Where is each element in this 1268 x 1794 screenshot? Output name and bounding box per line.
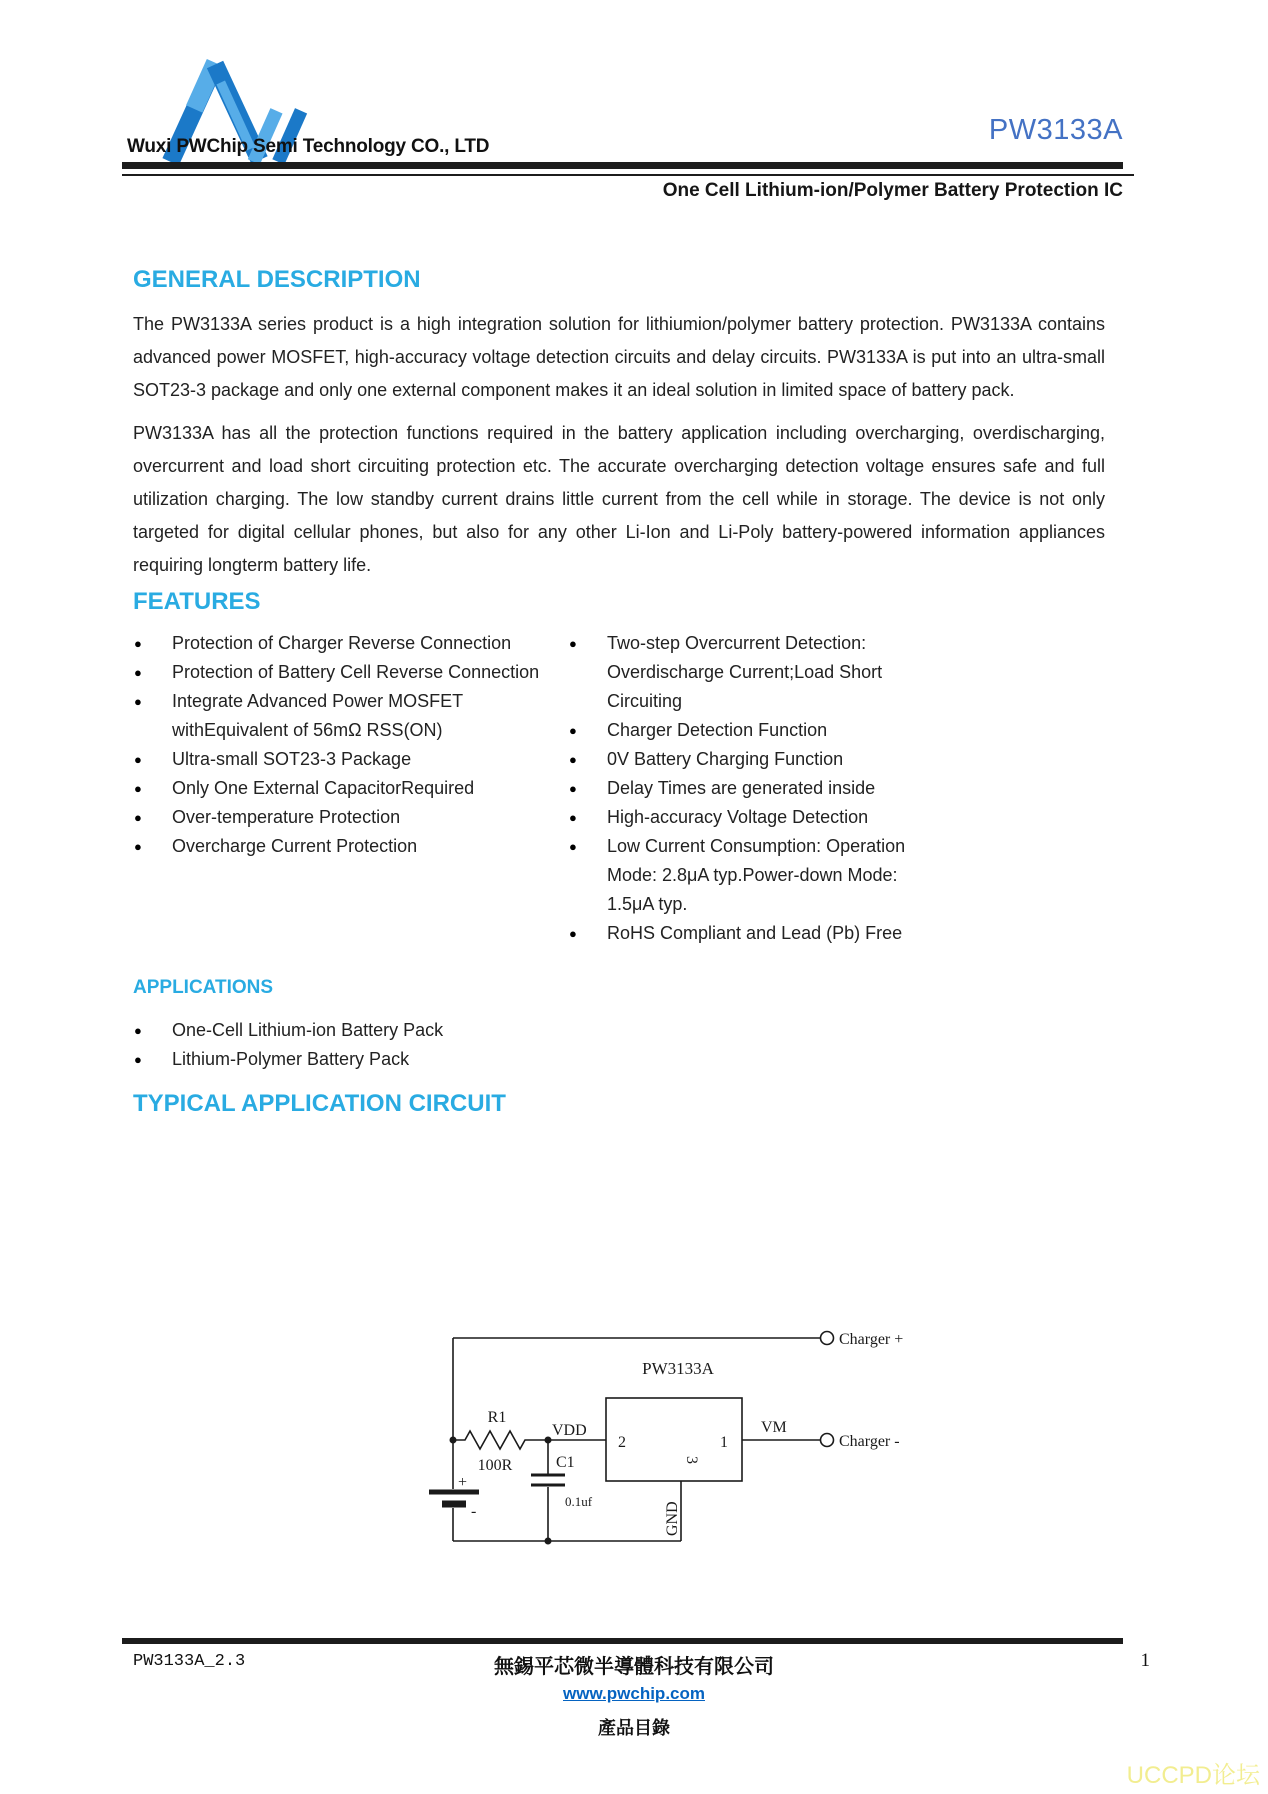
list-item [133, 1045, 1105, 1074]
bullet-icon: ● [569, 839, 577, 854]
bullet-icon: ● [134, 781, 142, 796]
circuit-charger-plus-label: Charger + [839, 1331, 904, 1348]
product-catalog-label: 產品目錄 [598, 1718, 670, 1738]
feature-text: Ultra-small SOT23-3 Package [172, 749, 412, 769]
feature-text: Charger Detection Function [607, 720, 828, 740]
list-item [133, 1016, 1105, 1045]
circuit-pin1-label: 1 [720, 1434, 728, 1451]
application-text: Lithium-Polymer Battery Pack [172, 1049, 410, 1069]
feature-text: High-accuracy Voltage Detection [607, 807, 869, 827]
list-item [568, 803, 948, 832]
circuit-battery-plus-label: + [458, 1474, 468, 1491]
document-subtitle: One Cell Lithium-ion/Polymer Battery Protection IC [662, 180, 1123, 201]
product-code-title: PW3133A [988, 114, 1123, 146]
circuit-vm-label: VM [761, 1419, 787, 1436]
footer-rule [122, 1638, 1123, 1644]
bullet-icon: ● [569, 926, 577, 941]
bullet-icon: ● [569, 781, 577, 796]
applications-list [133, 1016, 1105, 1074]
list-item [133, 745, 568, 774]
list-item [133, 629, 568, 658]
header-rule-thin [122, 174, 1134, 176]
list-item [133, 832, 568, 861]
bullet-icon: ● [134, 665, 142, 680]
application-text: One-Cell Lithium-ion Battery Pack [172, 1020, 444, 1040]
bullet-icon: ● [569, 723, 577, 738]
bullet-icon: ● [569, 636, 577, 651]
feature-text: Delay Times are generated inside [607, 778, 876, 798]
bullet-icon: ● [134, 839, 142, 854]
feature-text: Only One External CapacitorRequired [172, 778, 475, 798]
bullet-icon: ● [134, 810, 142, 825]
bullet-icon: ● [134, 752, 142, 767]
circuit-r1-ref-label: R1 [487, 1409, 507, 1426]
bullet-icon: ● [569, 810, 577, 825]
list-item [568, 774, 948, 803]
circuit-gnd-label: GND [664, 1501, 681, 1536]
feature-text: 0V Battery Charging Function [607, 749, 844, 769]
list-item [133, 774, 568, 803]
circuit-r1-value-label: 100R [477, 1457, 513, 1474]
list-item [133, 687, 568, 745]
list-item [568, 716, 948, 745]
website-link-row [0, 1684, 1268, 1704]
circuit-c1-value-label: 0.1uf [565, 1494, 593, 1509]
circuit-ic-name-label: PW3133A [642, 1359, 714, 1378]
bullet-icon: ● [134, 636, 142, 651]
list-item [568, 919, 948, 948]
features-list [133, 629, 1105, 948]
feature-text: Low Current Consumption: Operation Mode: 2.8μA typ.Power-down Mode: 1.5μA typ. [607, 836, 906, 914]
features-column-left [133, 629, 568, 948]
list-item [568, 745, 948, 774]
company-name-chinese: 無錫平芯微半導體科技有限公司 [494, 1656, 774, 1678]
general-description-paragraph-2: PW3133A has all the protection functions required in the battery application including overcharging, overdischarging, overcurrent and load short circuiting protection etc. The accurate overcharging detection voltage ensures safe and full utilization charging. The low standby current drains little current from the cell while in storage. The device is not only targeted for digital cellular phones, but also for any other Li-Ion and Li-Poly battery-powered information appliances requiring longterm battery life. [133, 423, 1105, 575]
application-circuit-diagram [425, 1318, 925, 1558]
company-name: Wuxi PWChip Semi Technology CO., LTD [127, 136, 490, 157]
bullet-icon: ● [569, 752, 577, 767]
typical-application-circuit-heading: TYPICAL APPLICATION CIRCUIT [133, 1090, 506, 1117]
header-rule-thick [122, 162, 1123, 169]
main-content [133, 266, 1105, 1558]
list-item [568, 629, 948, 716]
applications-heading: APPLICATIONS [133, 977, 274, 998]
feature-text: Protection of Battery Cell Reverse Connection [172, 662, 540, 682]
circuit-battery-minus-label: - [471, 1503, 477, 1520]
list-item [133, 658, 568, 687]
general-description-heading: GENERAL DESCRIPTION [133, 266, 421, 293]
circuit-c1-ref-label: C1 [556, 1454, 575, 1471]
feature-text: Over-temperature Protection [172, 807, 401, 827]
feature-text: Two-step Overcurrent Detection: Overdischarge Current;Load Short Circuiting [607, 633, 883, 711]
circuit-pin3-label: 3 [683, 1456, 700, 1464]
circuit-vdd-label: VDD [552, 1422, 587, 1439]
bullet-icon: ● [134, 1052, 142, 1067]
forum-watermark: UCCPD论坛 [1126, 1762, 1260, 1789]
features-column-right [568, 629, 948, 948]
feature-text: RoHS Compliant and Lead (Pb) Free [607, 923, 903, 943]
feature-text: Overcharge Current Protection [172, 836, 418, 856]
page-number: 1 [1140, 1650, 1150, 1671]
list-item [568, 832, 948, 919]
bullet-icon: ● [134, 694, 142, 709]
document-version: PW3133A_2.3 [133, 1652, 246, 1671]
bullet-icon: ● [134, 1023, 142, 1038]
general-description-paragraph-1: The PW3133A series product is a high integration solution for lithiumion/polymer battery protection. PW3133A contains advanced power MOSFET, high-accuracy voltage detection circuits and delay circuits. PW3133A is put into an ultra-small SOT23-3 package and only one external component makes it an ideal solution in limited space of battery pack. [133, 314, 1105, 400]
features-heading: FEATURES [133, 588, 261, 615]
circuit-charger-minus-label: Charger - [839, 1433, 900, 1450]
list-item [133, 803, 568, 832]
website-link[interactable]: www.pwchip.com [563, 1684, 705, 1703]
feature-text: Integrate Advanced Power MOSFET withEquivalent of 56mΩ RSS(ON) [172, 691, 463, 740]
feature-text: Protection of Charger Reverse Connection [172, 633, 512, 653]
circuit-pin2-label: 2 [618, 1434, 626, 1451]
